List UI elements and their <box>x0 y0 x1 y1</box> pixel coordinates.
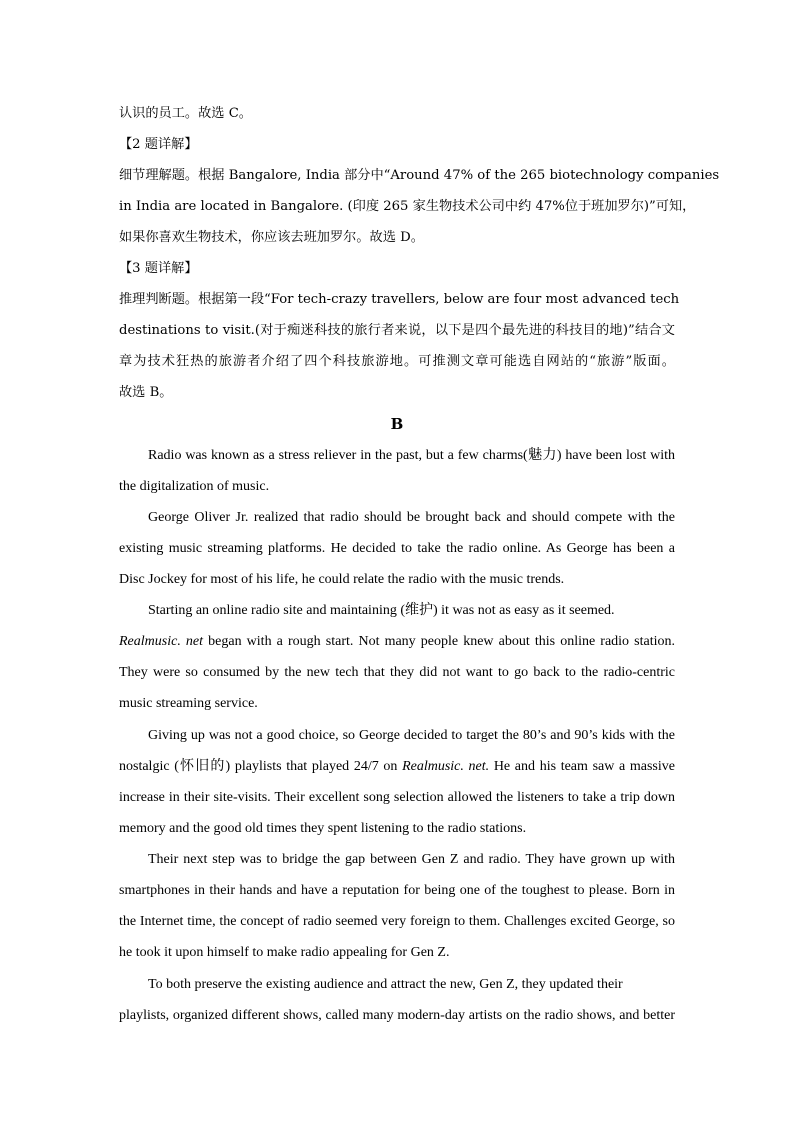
passage-p2-line-3: Disc Jockey for most of his life, he could relate the radio with the music trends. <box>119 572 565 587</box>
answer-2-header: 【2 题详解】 <box>119 137 198 152</box>
answer-3-text-line-2: destinations to visit.(对于痴迷科技的旅行者来说，以下是四个最先进的科技目的地)”结合文 <box>119 323 675 338</box>
passage-p3-line-2-rest: began with a rough start. Not many people knew about this online radio station. <box>203 634 675 649</box>
passage-p3-line-2 <box>119 633 675 651</box>
passage-p5-line-2: smartphones in their hands and have a reputation for being one of the toughest to please. Born in <box>119 883 675 898</box>
passage-p4-line-2-start: nostalgic (怀旧的) playlists that played 24/7 on <box>119 759 403 774</box>
answer-3-text-line-4: 故选 B。 <box>119 385 173 400</box>
answer-3-text-line-1: 推理判断题。根据第一段“For tech-crazy travellers, below are four most advanced tech <box>119 292 680 307</box>
passage-p6-line-2: playlists, organized different shows, called many modern-day artists on the radio shows, and better <box>119 1008 675 1023</box>
passage-p3-line-3: They were so consumed by the new tech that they did not want to go back to the radio-centric <box>119 665 675 680</box>
answer-3-text-line-3: 章为技术狂热的旅游者介绍了四个科技旅游地。可推测文章可能选自网站的“旅游”版面。 <box>119 354 675 369</box>
passage-p5-line-4: he took it upon himself to make radio appealing for Gen Z. <box>119 945 450 960</box>
passage-p3-line-4: music streaming service. <box>119 696 258 711</box>
answer-2-text-line-2: in India are located in Bangalore. (印度 265 家生物技术公司中约 47%位于班加罗尔)”可知， <box>119 199 696 214</box>
passage-p5-line-3: the Internet time, the concept of radio seemed very foreign to them. Challenges excited George, so <box>119 914 675 929</box>
answer-3-header: 【3 题详解】 <box>119 261 198 276</box>
passage-p3-line-1: Starting an online radio site and maintaining (维护) it was not as easy as it seemed. <box>148 603 615 618</box>
passage-p1-line-2: the digitalization of music. <box>119 479 270 494</box>
passage-p4-line-4: memory and the good old times they spent listening to the radio stations. <box>119 821 527 836</box>
section-heading: B <box>390 415 404 433</box>
passage-p1-line-1: Radio was known as a stress reliever in the past, but a few charms(魅力) have been lost with <box>148 448 675 463</box>
passage-p4-line-3: increase in their site-visits. Their excellent song selection allowed the listeners to take a trip down <box>119 790 675 805</box>
passage-p4-line-2-rest: He and his team saw a massive <box>489 759 675 774</box>
passage-p2-line-1: George Oliver Jr. realized that radio should be brought back and should compete with the <box>148 510 675 525</box>
answer-2-text-line-3: 如果你喜欢生物技术，你应该去班加罗尔。故选 D。 <box>119 230 424 245</box>
passage-p2-line-2: existing music streaming platforms. He decided to take the radio online. As George has been a <box>119 541 675 556</box>
site-name-italic: Realmusic. net <box>119 634 204 649</box>
answer-2-text-line-1: 细节理解题。根据 Bangalore, India 部分中“Around 47% of the 265 biotechnology companies <box>119 168 720 183</box>
site-name-italic: Realmusic. net. <box>402 759 490 774</box>
answer-1-conclusion: 认识的员工。故选 C。 <box>119 106 252 121</box>
passage-p6-line-1: To both preserve the existing audience and attract the new, Gen Z, they updated their <box>148 977 623 992</box>
passage-p4-line-2 <box>119 758 675 776</box>
passage-p4-line-1: Giving up was not a good choice, so George decided to target the 80’s and 90’s kids with the <box>148 728 675 743</box>
passage-p5-line-1: Their next step was to bridge the gap between Gen Z and radio. They have grown up with <box>148 852 675 867</box>
